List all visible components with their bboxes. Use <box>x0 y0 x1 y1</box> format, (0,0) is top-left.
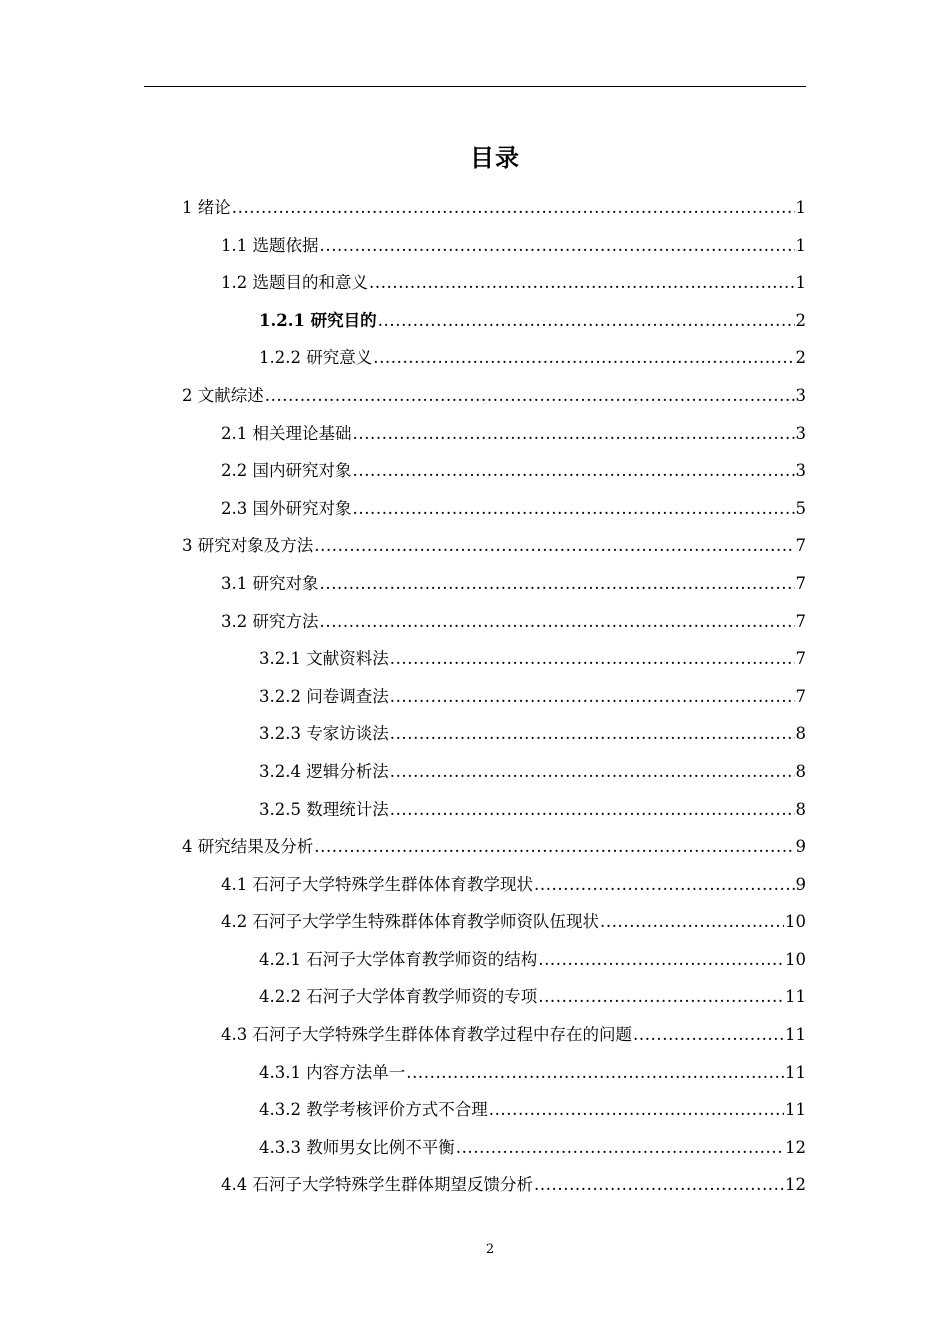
toc-dot-leader <box>538 978 784 1016</box>
toc-entry-label: 1.2.2 研究意义 <box>259 348 373 368</box>
toc-entry-page: 7 <box>795 536 806 556</box>
header-rule <box>144 86 806 87</box>
toc-entry[interactable] <box>259 1091 806 1129</box>
toc-entry-page: 11 <box>785 1100 806 1120</box>
toc-entry-label: 2.3 国外研究对象 <box>221 498 352 518</box>
toc-entry[interactable] <box>182 527 806 565</box>
toc-entry[interactable] <box>259 302 806 340</box>
toc-entry-page: 3 <box>795 385 806 405</box>
toc-entry-label: 1 绪论 <box>182 198 231 217</box>
toc-dot-leader <box>320 603 795 641</box>
toc-entry-page: 11 <box>785 987 806 1007</box>
toc-entry[interactable] <box>221 264 806 302</box>
toc-entry-page: 7 <box>795 686 806 706</box>
toc-entry-page: 7 <box>795 573 806 593</box>
toc-entry[interactable] <box>259 791 806 829</box>
toc-dot-leader <box>314 527 794 565</box>
table-of-contents <box>0 189 950 1204</box>
toc-dot-leader <box>390 791 795 829</box>
toc-entry[interactable] <box>221 565 806 603</box>
toc-entry-label: 4.4 石河子大学特殊学生群体期望反馈分析 <box>221 1175 533 1195</box>
toc-dot-leader <box>232 189 795 227</box>
toc-entry-page: 8 <box>795 799 806 819</box>
toc-entry-label: 2.1 相关理论基础 <box>221 423 352 443</box>
toc-entry[interactable] <box>221 603 806 641</box>
toc-entry[interactable] <box>259 339 806 377</box>
toc-entry-page: 2 <box>795 310 806 330</box>
toc-entry-label: 4.1 石河子大学特殊学生群体体育教学现状 <box>221 874 533 894</box>
toc-entry-page: 11 <box>785 1062 806 1082</box>
toc-dot-leader <box>265 377 795 415</box>
toc-dot-leader <box>390 678 795 716</box>
toc-entry-label: 4.2 石河子大学学生特殊群体体育教学师资队伍现状 <box>221 912 599 932</box>
toc-dot-leader <box>378 302 795 340</box>
toc-entry-page: 9 <box>795 874 806 894</box>
toc-entry-label: 3 研究对象及方法 <box>182 536 314 556</box>
toc-dot-leader <box>314 828 794 866</box>
toc-entry-page: 9 <box>795 837 806 857</box>
toc-entry[interactable] <box>259 678 806 716</box>
toc-title: 目录 <box>470 144 520 172</box>
toc-dot-leader <box>320 227 795 265</box>
toc-dot-leader <box>353 415 795 453</box>
toc-entry[interactable] <box>259 640 806 678</box>
toc-entry-label: 1.1 选题依据 <box>221 235 319 255</box>
toc-entry[interactable] <box>259 978 806 1016</box>
toc-entry-page: 8 <box>795 761 806 781</box>
toc-entry-page: 7 <box>795 611 806 631</box>
toc-entry-page: 1 <box>795 235 806 255</box>
toc-entry-label: 2.2 国内研究对象 <box>221 461 352 481</box>
toc-entry-label: 3.2.5 数理统计法 <box>259 799 389 819</box>
toc-entry-label: 3.2.2 问卷调查法 <box>259 686 389 706</box>
toc-entry-page: 12 <box>785 1137 806 1157</box>
toc-entry-page: 5 <box>795 498 806 518</box>
toc-entry-label: 1.2 选题目的和意义 <box>221 273 368 293</box>
toc-dot-leader <box>390 640 795 678</box>
toc-dot-leader <box>406 1054 784 1092</box>
toc-entry[interactable] <box>221 415 806 453</box>
toc-dot-leader <box>390 715 795 753</box>
toc-entry[interactable] <box>221 866 806 904</box>
toc-dot-leader <box>369 264 795 302</box>
toc-entry-label: 4 研究结果及分析 <box>182 837 314 857</box>
toc-entry-label: 1.2.1 研究目的 <box>259 310 377 330</box>
toc-dot-leader <box>390 753 795 791</box>
toc-entry[interactable] <box>182 189 806 227</box>
toc-entry-label: 3.2.3 专家访谈法 <box>259 724 389 744</box>
toc-dot-leader <box>456 1129 784 1167</box>
toc-entry-label: 3.1 研究对象 <box>221 573 319 593</box>
toc-entry-label: 4.3.2 教学考核评价方式不合理 <box>259 1100 488 1120</box>
toc-entry-page: 11 <box>785 1025 806 1045</box>
toc-entry-page: 2 <box>795 348 806 368</box>
toc-entry-label: 3.2 研究方法 <box>221 611 319 631</box>
toc-dot-leader <box>538 941 784 979</box>
page-number: 2 <box>485 1242 495 1257</box>
toc-entry-page: 1 <box>795 198 806 217</box>
toc-entry[interactable] <box>259 1054 806 1092</box>
toc-dot-leader <box>489 1091 784 1129</box>
toc-dot-leader <box>633 1016 784 1054</box>
toc-entry-label: 4.2.2 石河子大学体育教学师资的专项 <box>259 987 538 1007</box>
toc-entry[interactable] <box>259 753 806 791</box>
toc-dot-leader <box>320 565 795 603</box>
toc-entry[interactable] <box>259 941 806 979</box>
toc-entry-label: 4.3.1 内容方法单一 <box>259 1062 406 1082</box>
toc-entry-page: 3 <box>795 423 806 443</box>
toc-entry-label: 4.2.1 石河子大学体育教学师资的结构 <box>259 949 538 969</box>
toc-entry-page: 7 <box>795 649 806 669</box>
toc-entry[interactable] <box>221 1166 806 1204</box>
toc-entry[interactable] <box>259 715 806 753</box>
toc-entry-label: 3.2.4 逻辑分析法 <box>259 761 389 781</box>
toc-dot-leader <box>534 1166 784 1204</box>
toc-entry-page: 12 <box>785 1175 806 1195</box>
toc-entry-page: 10 <box>785 949 806 969</box>
toc-dot-leader <box>353 490 795 528</box>
toc-entry[interactable] <box>182 828 806 866</box>
toc-dot-leader <box>353 452 795 490</box>
toc-entry[interactable] <box>221 452 806 490</box>
toc-entry-page: 8 <box>795 724 806 744</box>
toc-entry[interactable] <box>182 377 806 415</box>
toc-dot-leader <box>373 339 794 377</box>
toc-entry-page: 1 <box>795 273 806 293</box>
toc-entry-page: 10 <box>785 912 806 932</box>
toc-entry-page: 3 <box>795 461 806 481</box>
toc-dot-leader <box>534 866 795 904</box>
toc-entry-label: 4.3 石河子大学特殊学生群体体育教学过程中存在的问题 <box>221 1025 632 1045</box>
toc-entry[interactable] <box>259 1129 806 1167</box>
toc-entry[interactable] <box>221 1016 806 1054</box>
toc-entry[interactable] <box>221 903 806 941</box>
toc-entry-label: 3.2.1 文献资料法 <box>259 649 389 669</box>
toc-entry-label: 2 文献综述 <box>182 385 264 405</box>
toc-entry[interactable] <box>221 227 806 265</box>
toc-dot-leader <box>600 903 784 941</box>
toc-entry-label: 4.3.3 教师男女比例不平衡 <box>259 1137 455 1157</box>
toc-entry[interactable] <box>221 490 806 528</box>
